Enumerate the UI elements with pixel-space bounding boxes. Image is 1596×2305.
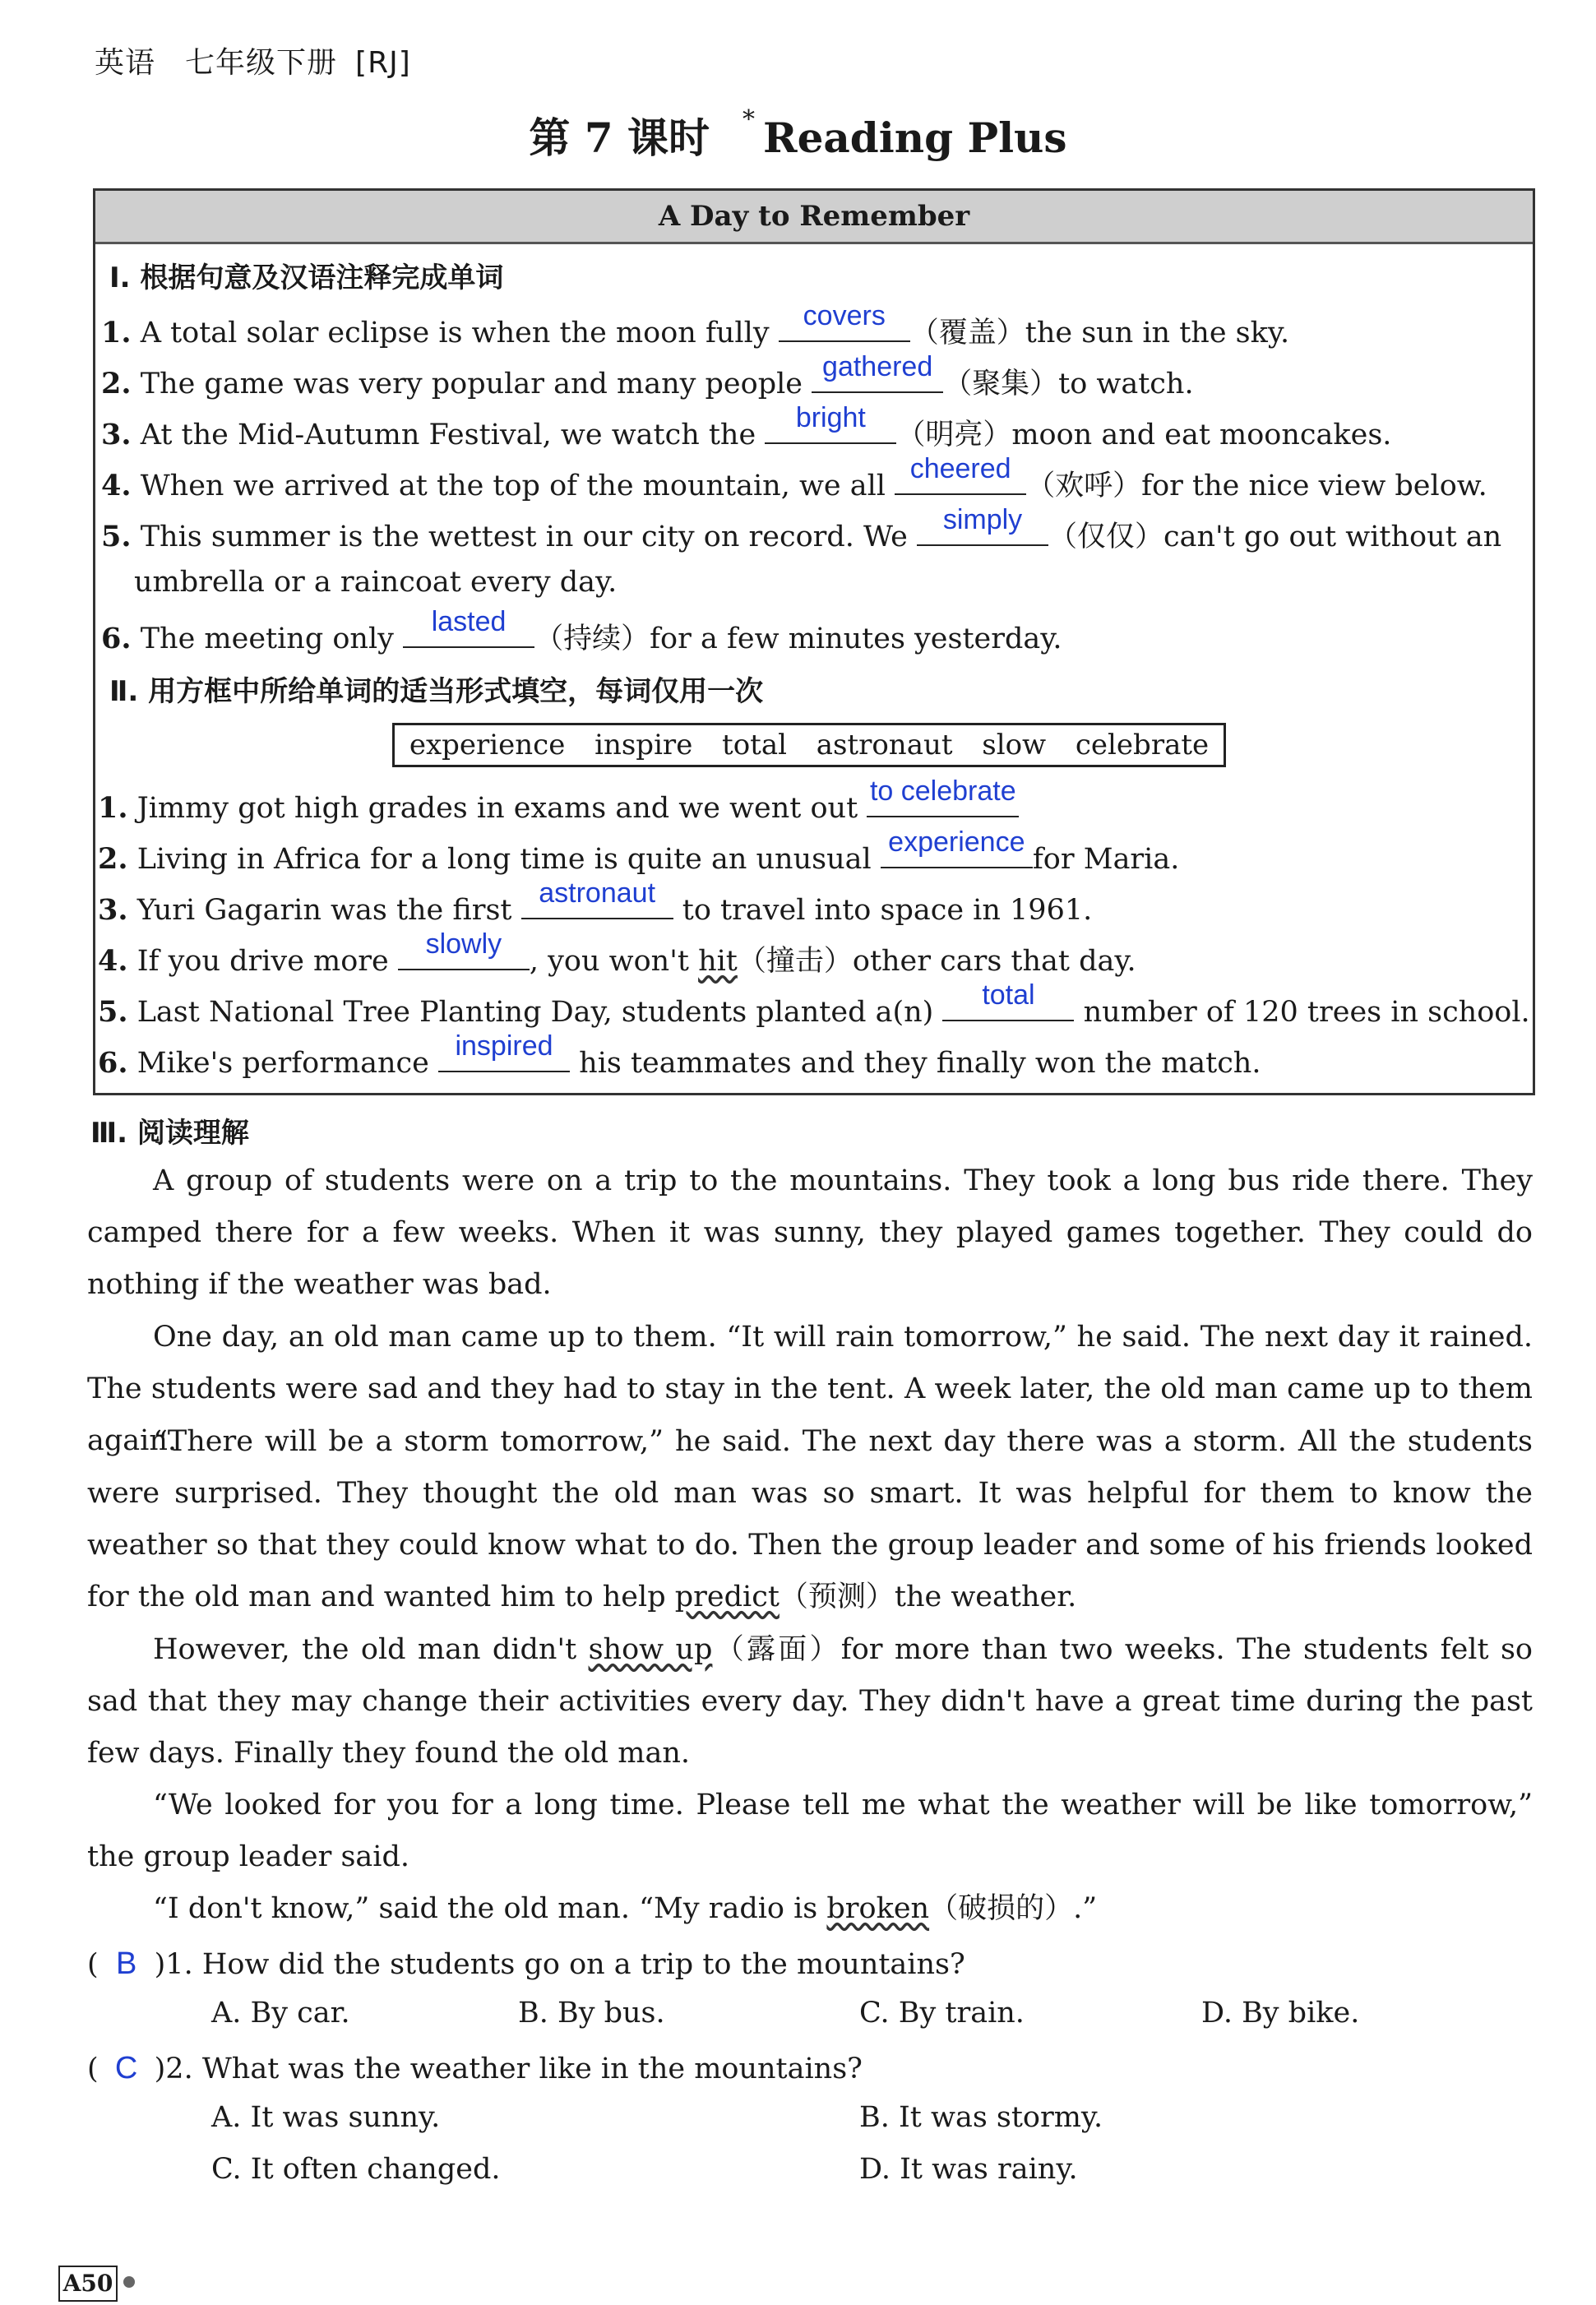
option[interactable]: A. By car. [211,1997,350,2030]
option[interactable]: B. By bus. [518,1997,665,2030]
passage-paragraph-1: A group of students were on a trip to the mountains. They took a long bus ride there. They camped there for a few weeks. When it was sunny, they played games together. They could do nothing if the weather was bad. [87,1164,1533,1301]
lesson-number: 第 7 课时 [529,113,710,162]
answer-blank[interactable]: to celebrate [867,783,1019,817]
answer-blank[interactable]: inspired [438,1038,570,1072]
section2-heading: Ⅱ. 用方框中所给单词的适当形式填空，每词仅用一次 [109,675,764,708]
answer-blank[interactable]: astronaut [521,885,673,919]
answer-blank[interactable]: simply [917,511,1048,546]
s1-item-5-cont: umbrella or a raincoat every day. [134,566,618,599]
question-2: ( C )2. What was the weather like in the mountains? [87,2048,863,2089]
subject-label: 英语 [95,46,156,80]
box-title: A Day to Remember [95,191,1533,244]
passage-paragraph-2: One day, an old man came up to them. “It will rain tomorrow,” he said. The next day it rained. The students were sad and they had to stay in the tent. A week later, the old man came up to them again. [87,1321,1533,1457]
word-bank-item: celebrate [1075,729,1210,761]
word-bank-item: slow [982,729,1047,761]
s2-item-2: 2. Living in Africa for a long time is quite an unusual experience for Maria. [98,826,1180,876]
glossed-word: predict [674,1581,779,1613]
passage-paragraph-3: “There will be a storm tomorrow,” he said. The next day there was a storm. All the students were surprised. They thought the old man was so smart. It was helpful for them to know the weather so that they could know what to do. Then the group leader and some of his friends looked for the old man and wanted him to help predict（预测）the weather. [87,1425,1533,1613]
s1-item-4: 4. When we arrived at the top of the mountain, we all cheered （欢呼）for the nice view below. [101,453,1487,502]
s2-item-4: 4. If you drive more slowly , you won't hit（撞击）other cars that day. [98,928,1136,978]
passage-paragraph-6: “I don't know,” said the old man. “My radio is broken（破损的）.” [153,1892,1098,1925]
lesson-title [0,105,1596,164]
s2-item-1: 1. Jimmy got high grades in exams and we went out to celebrate [98,783,1019,828]
s2-item-6: 6. Mike's performance inspired his teammates and they finally won the match. [98,1030,1261,1080]
answer-blank[interactable]: total [942,987,1074,1021]
s1-item-1: 1. A total solar eclipse is when the moon fully covers （覆盖）the sun in the sky. [101,300,1290,349]
answer-blank[interactable]: experience [881,834,1033,868]
s2-item-3: 3. Yuri Gagarin was the first astronaut to travel into space in 1961. [98,877,1093,927]
question-answer[interactable]: C [114,2051,138,2085]
option[interactable]: C. It often changed. [211,2153,501,2186]
option[interactable]: A. It was sunny. [211,2101,441,2134]
glossed-word: hit [698,945,738,978]
option[interactable]: D. By bike. [1201,1997,1360,2030]
s1-item-2: 2. The game was very popular and many people gathered （聚集）to watch. [101,351,1194,400]
word-bank-item: total [722,729,787,761]
question-1: ( B )1. How did the students go on a trip to the mountains? [87,1944,965,1984]
s2-item-5: 5. Last National Tree Planting Day, students planted a(n) total number of 120 trees in school. [98,979,1530,1029]
word-bank-item: astronaut [816,729,953,761]
word-bank [392,723,1226,767]
passage-paragraph-4: However, the old man didn't show up（露面）for more than two weeks. The students felt so sad that they may change their activities every day. They didn't have a great time during the past few days. Finally they found the old man. [87,1633,1533,1770]
answer-blank[interactable]: covers [779,308,910,342]
edition-label: [RJ] [355,46,411,80]
answer-blank[interactable]: bright [765,410,896,444]
s1-item-6: 6. The meeting only lasted （持续）for a few minutes yesterday. [101,606,1062,655]
answer-blank[interactable]: cheered [895,461,1026,495]
word-bank-item: experience [409,729,566,761]
option[interactable]: B. It was stormy. [859,2101,1103,2134]
section1-heading: Ⅰ. 根据句意及汉语注释完成单词 [109,262,504,294]
section3-heading: Ⅲ. 阅读理解 [90,1117,249,1150]
star-mark: * [742,105,756,134]
lesson-name: Reading Plus [763,113,1067,162]
passage-paragraph-5: “We looked for you for a long time. Please tell me what the weather will be like tomorrow,” the group leader said. [87,1789,1533,1873]
question-answer[interactable]: B [115,1946,137,1981]
page-header [95,39,411,81]
grade-label: 七年级下册 [185,46,338,80]
answer-blank[interactable]: gathered [812,359,943,393]
page-dot-icon [123,2276,135,2288]
glossed-word: show up [588,1633,713,1666]
s1-item-5: 5. This summer is the wettest in our city on record. We simply （仅仅）can't go out without an [101,504,1502,553]
page-number: A50 [58,2266,118,2302]
option[interactable]: D. It was rainy. [859,2153,1078,2186]
word-bank-item: inspire [594,729,693,761]
glossed-word: broken [826,1892,930,1925]
s1-item-3: 3. At the Mid-Autumn Festival, we watch the bright （明亮）moon and eat mooncakes. [101,402,1392,451]
answer-blank[interactable]: slowly [398,936,530,970]
option[interactable]: C. By train. [859,1997,1025,2030]
answer-blank[interactable]: lasted [403,613,534,648]
